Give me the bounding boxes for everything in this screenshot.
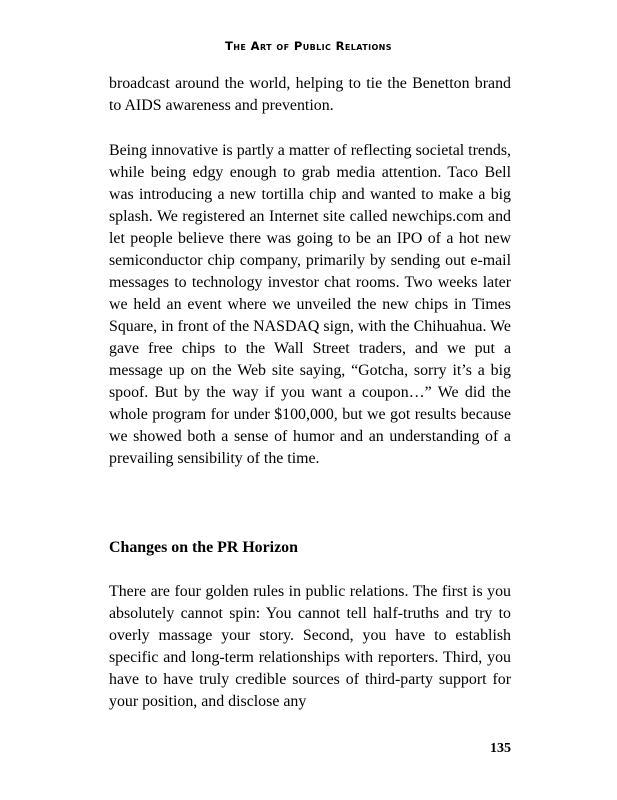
- page-number: 135: [490, 741, 511, 756]
- body-paragraph-3: There are four golden rules in public relations. The first is you absolutely cannot spin: You cannot tell half-truths and try to overly massage your story. Second, you have to establish specific and long-term relationships with reporters. Third, you have to have truly credible sources of third-party support for your position, and disclose any: [109, 583, 511, 710]
- body-paragraph-1: broadcast around the world, helping to tie the Benetton brand to AIDS awareness and prevention.: [109, 75, 511, 114]
- section-heading: Changes on the PR Horizon: [109, 539, 298, 556]
- body-paragraph-2: Being innovative is partly a matter of reflecting societal trends, while being edgy enough to grab media attention. Taco Bell was introducing a new tortilla chip and wanted to make a big splash. We registered an Internet site called newchips.com and let people believe there was going to be an IPO of a hot new semiconductor chip company, primarily by sending out e-mail messages to technology investor chat rooms. Two weeks later we held an event where we unveiled the new chips in Times Square, in front of the NASDAQ sign, with the Chihuahua. We gave free chips to the Wall Street traders, and we put a message up on the Web site saying, “Gotcha, sorry it’s a big spoof. But by the way if you want a coupon…” We did the whole program for under $100,000, but we got results because we showed both a sense of humor and an understanding of a prevailing sensibility of the time.: [109, 142, 511, 467]
- running-head: The Art of Public Relations: [225, 39, 392, 53]
